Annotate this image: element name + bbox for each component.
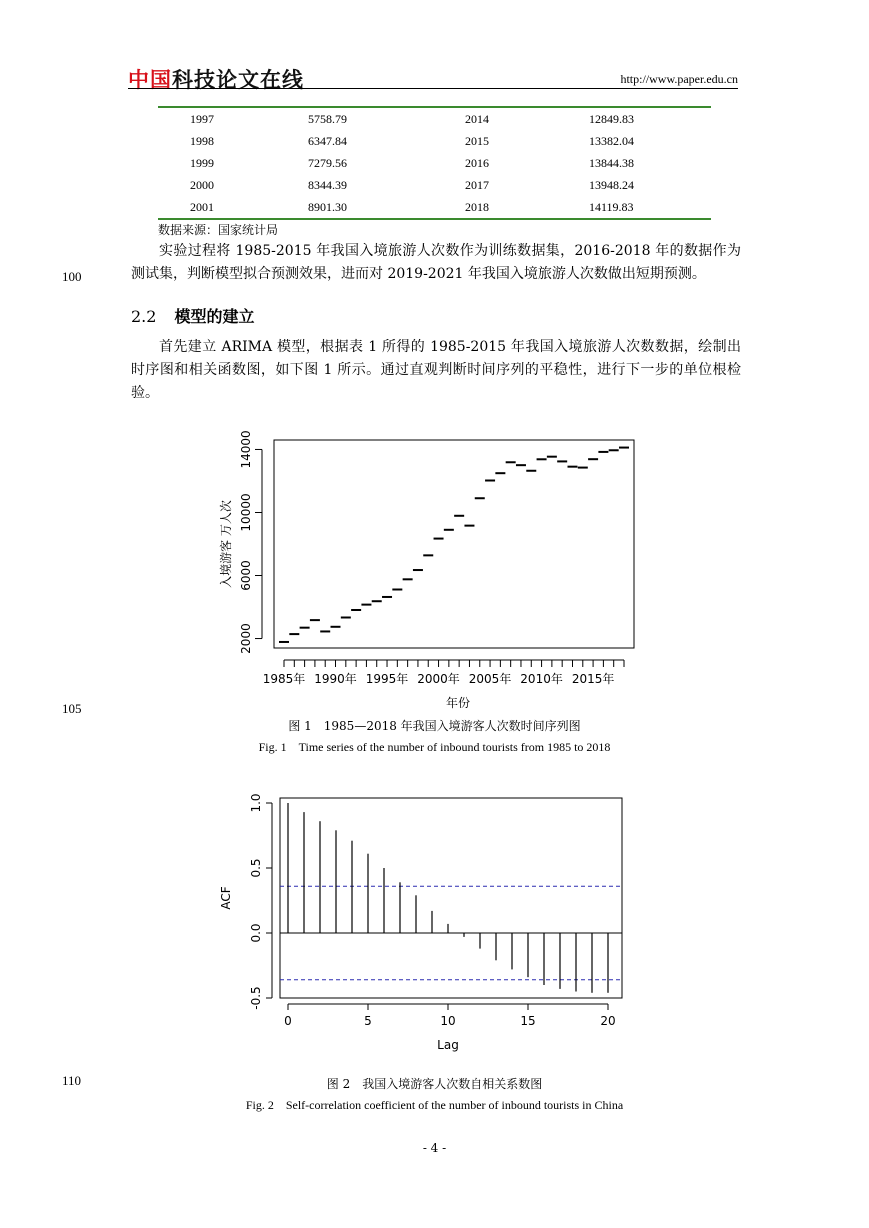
value-a-cell: 8901.30: [308, 199, 347, 214]
fig2-plot: [219, 793, 622, 1052]
figure-1-caption-en: Fig. 1 Time series of the number of inbound tourists from 1985 to 2018: [258, 740, 611, 754]
paragraph-2: 首先建立 ARIMA 模型，根据表 1 所得的 1985-2015 年我国入境旅游人次数数据，绘制出时序图和相关函数图，如下图 1 所示。通过直观判断时间序列的平稳性，进行下一步的单位根检验。: [131, 339, 741, 401]
table-row: [158, 196, 711, 219]
year-a-cell: 1999: [190, 155, 214, 170]
y-axis-label: ACF: [219, 886, 233, 910]
year-b-cell: 2018: [465, 199, 489, 214]
value-a-cell: 5758.79: [308, 111, 347, 126]
logo-black-text: 科技论文在线: [172, 68, 304, 92]
y-tick-label: 0.5: [249, 858, 263, 878]
section-heading: [131, 304, 254, 327]
value-a-cell: 8344.39: [308, 177, 347, 192]
x-tick-label: 1995年: [365, 672, 409, 686]
x-tick-label: 2010年: [520, 672, 563, 686]
year-b-cell: 2015: [465, 133, 489, 148]
y-tick-label: 0.0: [249, 923, 263, 943]
year-b-cell: 2016: [465, 155, 489, 170]
data-table: [158, 106, 711, 220]
fig1-plot: [218, 430, 634, 710]
y-tick-label: -0.5: [249, 986, 263, 1010]
year-b-cell: 2017: [465, 177, 489, 192]
section-title: 模型的建立: [174, 307, 255, 326]
figure-2-caption-en: Fig. 2 Self-correlation coefficient of the number of inbound tourists in China: [245, 1098, 624, 1112]
x-tick-label: 2015年: [571, 672, 615, 686]
y-tick-label: 6000: [239, 560, 253, 591]
x-tick-label: 2000年: [417, 672, 460, 686]
figure-1-chart: [210, 420, 650, 715]
section-number: 2.2: [131, 307, 157, 326]
x-tick-label: 5: [364, 1014, 372, 1028]
y-tick-label: 14000: [239, 430, 253, 469]
logo-red-text: 中国: [128, 68, 172, 92]
line-number-110: 110: [62, 1073, 82, 1088]
x-tick-label: 2005年: [468, 672, 512, 686]
header-url[interactable]: http://www.paper.edu.cn: [620, 72, 738, 86]
plot-frame: [280, 798, 622, 998]
year-a-cell: 2001: [190, 199, 214, 214]
value-a-cell: 7279.56: [308, 155, 347, 170]
x-tick-label: 20: [600, 1014, 616, 1028]
y-tick-label: 2000: [239, 623, 253, 654]
table-row: [158, 152, 711, 174]
header-rule: [128, 88, 738, 89]
year-a-cell: 1998: [190, 133, 214, 148]
line-number-105: 105: [62, 701, 82, 716]
year-a-cell: 2000: [190, 177, 214, 192]
line-number-100: 100: [62, 269, 82, 284]
x-axis-label: Lag: [437, 1038, 459, 1052]
x-tick-label: 1990年: [314, 672, 357, 686]
page-number: - 4 -: [422, 1141, 447, 1155]
value-b-cell: 13382.04: [589, 133, 634, 148]
value-b-cell: 13948.24: [589, 177, 634, 192]
plot-frame: [274, 440, 634, 648]
value-b-cell: 12849.83: [589, 111, 634, 126]
figure-1-caption-cn: 图 1 1985—2018 年我国入境游客人次数时间序列图: [288, 719, 581, 733]
site-logo: [128, 64, 304, 94]
x-tick-label: 10: [440, 1014, 456, 1028]
x-axis-label: 年份: [445, 696, 471, 710]
table-row: [158, 174, 711, 196]
y-tick-label: 1.0: [249, 793, 263, 813]
year-b-cell: 2014: [465, 111, 489, 126]
value-a-cell: 6347.84: [308, 133, 347, 148]
y-tick-label: 10000: [239, 493, 253, 532]
x-tick-label: 0: [284, 1014, 292, 1028]
y-axis-label: 入境游客 万人次: [219, 500, 233, 588]
table-body: [158, 107, 711, 219]
figure-2-caption-cn: 图 2 我国入境游客人次数自相关系数图: [326, 1077, 543, 1091]
paragraph-1: 实验过程将 1985-2015 年我国入境旅游人次数作为训练数据集，2016-2018 年的数据作为测试集，判断模型拟合预测效果，进而对 2019-2021 年我国入境旅游人次数做出短期预测。: [131, 243, 741, 282]
year-a-cell: 1997: [190, 111, 214, 126]
figure-2-chart: [210, 785, 650, 1065]
table-source-note: 数据来源：国家统计局: [158, 223, 279, 237]
value-b-cell: 14119.83: [589, 199, 634, 214]
x-tick-label: 1985年: [262, 672, 306, 686]
value-b-cell: 13844.38: [589, 155, 634, 170]
table-row: [158, 130, 711, 152]
x-tick-label: 15: [520, 1014, 536, 1028]
table-row: [158, 107, 711, 130]
